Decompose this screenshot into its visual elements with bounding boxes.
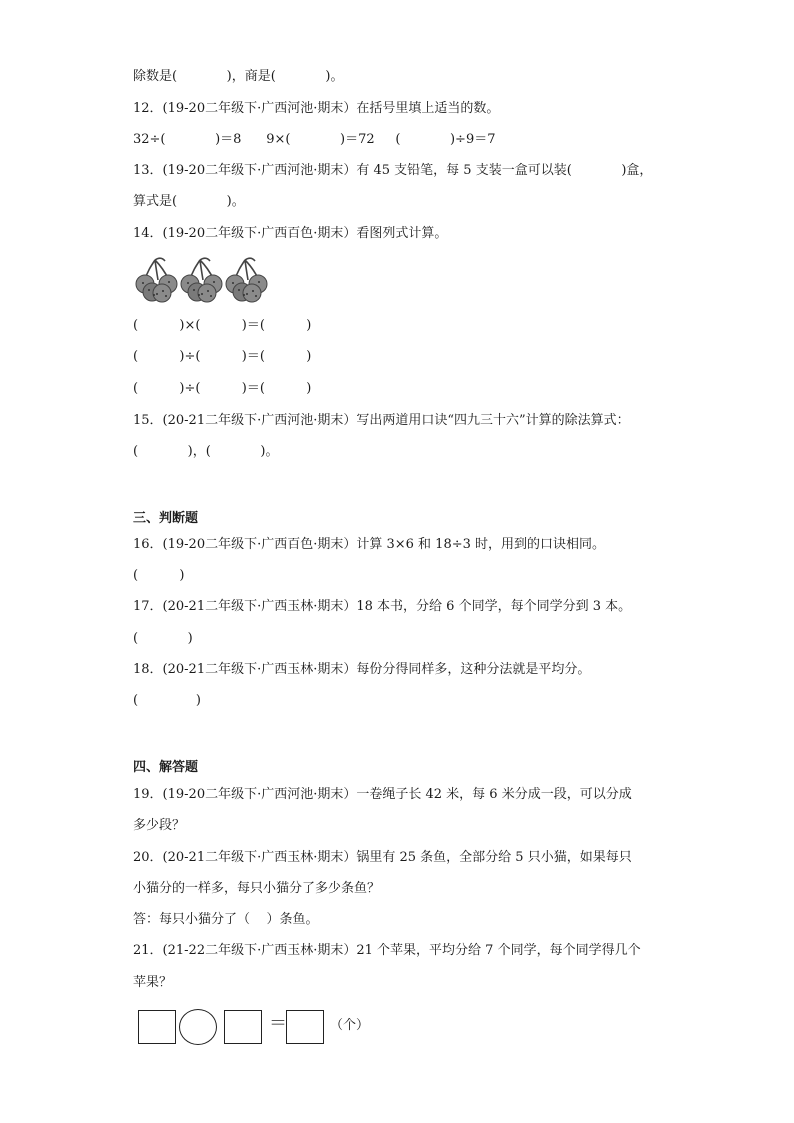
q14-stem: 14．(19-20二年级下·广西百色·期末）看图列式计算。 [133,226,448,241]
q21-unit-label: （个） [330,1018,370,1033]
q21-result-box[interactable] [286,1010,324,1044]
q13-stem: 13．(19-20二年级下·广西河池·期末）有 45 支铅笔，每 5 支装一盒可以装( )盒， [133,163,653,178]
q21-operator-circle[interactable] [179,1009,217,1045]
q11-continuation: 除数是( )，商是( )。 [133,69,344,84]
q20-answer: 答：每只小猫分了（ ）条鱼。 [133,912,319,927]
q14-equation-multiply: ( )×( )＝( ) [133,318,312,333]
q21-box-1[interactable] [138,1010,176,1044]
q20-continuation: 小猫分的一样多，每只小猫分了多少条鱼？ [133,881,381,896]
q19-stem: 19．(19-20二年级下·广西河池·期末）一卷绳子长 42 米，每 6 米分成一段，可以分成 [133,787,632,802]
q14-equation-divide-2: ( )÷( )＝( ) [133,381,312,396]
q17-stem: 17．(20-21二年级下·广西玉林·期末）18 本书，分给 6 个同学，每个同学分到 3 本。 [133,599,632,614]
q18-answer-blank: ( ) [133,693,201,708]
cherries-image [135,256,275,304]
q17-answer-blank: ( ) [133,631,193,646]
q15-stem: 15．(20-21二年级下·广西河池·期末）写出两道用口诀“四九三十六”计算的除法算式： [133,413,630,428]
q16-answer-blank: ( ) [133,568,185,583]
q19-continuation: 多少段？ [133,818,186,833]
q21-box-2[interactable] [224,1010,262,1044]
section4-title: 四、解答题 [133,760,199,775]
q13-continuation: 算式是( )。 [133,194,245,209]
q12-stem: 12．(19-20二年级下·广西河池·期末）在括号里填上适当的数。 [133,101,500,116]
q12-blanks: 32÷( )＝8 9×( )＝72 ( )÷9＝7 [133,132,496,147]
q21-equals-sign: ＝ [269,1013,287,1034]
q21-stem: 21．(21-22二年级下·广西玉林·期末）21 个苹果，平均分给 7 个同学，每个同学得几个 [133,943,641,958]
q20-stem: 20．(20-21二年级下·广西玉林·期末）锅里有 25 条鱼，全部分给 5 只小猫，如果每只 [133,850,632,865]
q18-stem: 18．(20-21二年级下·广西玉林·期末）每份分得同样多，这种分法就是平均分。 [133,662,591,677]
q14-equation-divide-1: ( )÷( )＝( ) [133,349,312,364]
q16-stem: 16．(19-20二年级下·广西百色·期末）计算 3×6 和 18÷3 时，用到的口诀相同。 [133,537,606,552]
cherry-bunches-icon [135,256,275,304]
q15-blanks: ( )，( )。 [133,444,279,459]
q21-continuation: 苹果？ [133,975,173,990]
section3-title: 三、判断题 [133,511,199,526]
